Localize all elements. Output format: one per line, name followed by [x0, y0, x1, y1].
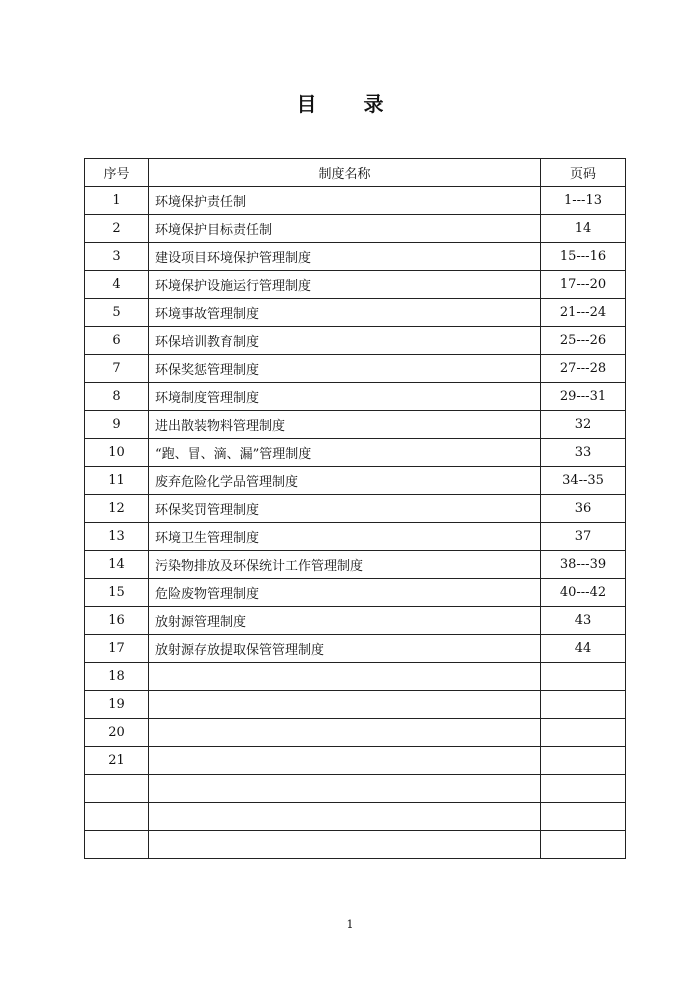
- row-num: 12: [85, 495, 149, 523]
- row-name: [149, 663, 541, 691]
- table-row: [85, 523, 626, 551]
- row-page: 27---28: [541, 355, 626, 383]
- row-name: [149, 775, 541, 803]
- row-page: 40---42: [541, 579, 626, 607]
- table-row: [85, 831, 626, 859]
- row-num: 2: [85, 215, 149, 243]
- row-num: 5: [85, 299, 149, 327]
- table-row: [85, 243, 626, 271]
- table-row: [85, 719, 626, 747]
- row-num: [85, 775, 149, 803]
- row-name: 环境保护责任制: [149, 187, 541, 215]
- table-row: [85, 355, 626, 383]
- row-num: 20: [85, 719, 149, 747]
- header-num: 序号: [85, 159, 149, 187]
- row-page: [541, 719, 626, 747]
- row-page: [541, 775, 626, 803]
- row-name: [149, 719, 541, 747]
- row-name: 环保培训教育制度: [149, 327, 541, 355]
- table-row: [85, 187, 626, 215]
- table-row: [85, 439, 626, 467]
- row-name: “跑、冒、滴、漏”管理制度: [149, 439, 541, 467]
- row-page: 44: [541, 635, 626, 663]
- row-num: 9: [85, 411, 149, 439]
- table-row: [85, 327, 626, 355]
- row-name: [149, 691, 541, 719]
- row-num: 3: [85, 243, 149, 271]
- table-row: [85, 411, 626, 439]
- page-number: 1: [346, 918, 354, 931]
- row-page: 29---31: [541, 383, 626, 411]
- row-name: 环境制度管理制度: [149, 383, 541, 411]
- row-name: 废弃危险化学品管理制度: [149, 467, 541, 495]
- row-num: [85, 831, 149, 859]
- row-num: 19: [85, 691, 149, 719]
- row-name: 环境事故管理制度: [149, 299, 541, 327]
- row-num: 17: [85, 635, 149, 663]
- table-row: [85, 691, 626, 719]
- row-page: 32: [541, 411, 626, 439]
- row-num: 8: [85, 383, 149, 411]
- row-num: 13: [85, 523, 149, 551]
- row-num: [85, 803, 149, 831]
- row-page: 25---26: [541, 327, 626, 355]
- table-row: [85, 299, 626, 327]
- row-page: 15---16: [541, 243, 626, 271]
- row-name: 放射源管理制度: [149, 607, 541, 635]
- row-page: 37: [541, 523, 626, 551]
- row-page: [541, 831, 626, 859]
- header-name: 制度名称: [149, 159, 541, 187]
- table-row: [85, 215, 626, 243]
- table-row: [85, 803, 626, 831]
- table-row: [85, 271, 626, 299]
- row-num: 15: [85, 579, 149, 607]
- row-num: 7: [85, 355, 149, 383]
- table-header-row: [85, 159, 626, 187]
- table-row: [85, 775, 626, 803]
- row-name: 危险废物管理制度: [149, 579, 541, 607]
- row-page: 43: [541, 607, 626, 635]
- row-page: [541, 803, 626, 831]
- row-page: 17---20: [541, 271, 626, 299]
- row-num: 11: [85, 467, 149, 495]
- row-num: 1: [85, 187, 149, 215]
- row-page: 21---24: [541, 299, 626, 327]
- row-name: 环保奖惩管理制度: [149, 355, 541, 383]
- toc-table: [84, 158, 626, 859]
- row-page: 1---13: [541, 187, 626, 215]
- row-page: 34--35: [541, 467, 626, 495]
- row-num: 10: [85, 439, 149, 467]
- row-name: 环境保护设施运行管理制度: [149, 271, 541, 299]
- row-name: 放射源存放提取保管管理制度: [149, 635, 541, 663]
- row-page: 36: [541, 495, 626, 523]
- row-name: [149, 831, 541, 859]
- row-page: 38---39: [541, 551, 626, 579]
- table-row: [85, 551, 626, 579]
- row-num: 14: [85, 551, 149, 579]
- row-page: 33: [541, 439, 626, 467]
- table-row: [85, 579, 626, 607]
- table-row: [85, 635, 626, 663]
- row-num: 6: [85, 327, 149, 355]
- table-row: [85, 467, 626, 495]
- table-row: [85, 663, 626, 691]
- row-name: [149, 803, 541, 831]
- header-page: 页码: [541, 159, 626, 187]
- row-name: 建设项目环境保护管理制度: [149, 243, 541, 271]
- row-num: 16: [85, 607, 149, 635]
- row-page: [541, 691, 626, 719]
- table-row: [85, 383, 626, 411]
- row-page: [541, 747, 626, 775]
- page-title: 目 录: [296, 92, 404, 116]
- row-name: 环境卫生管理制度: [149, 523, 541, 551]
- table-row: [85, 607, 626, 635]
- row-name: 进出散装物料管理制度: [149, 411, 541, 439]
- row-name: 环保奖罚管理制度: [149, 495, 541, 523]
- row-name: [149, 747, 541, 775]
- row-num: 18: [85, 663, 149, 691]
- row-page: [541, 663, 626, 691]
- row-name: 环境保护目标责任制: [149, 215, 541, 243]
- row-num: 4: [85, 271, 149, 299]
- row-name: 污染物排放及环保统计工作管理制度: [149, 551, 541, 579]
- row-page: 14: [541, 215, 626, 243]
- row-num: 21: [85, 747, 149, 775]
- table-row: [85, 495, 626, 523]
- table-row: [85, 747, 626, 775]
